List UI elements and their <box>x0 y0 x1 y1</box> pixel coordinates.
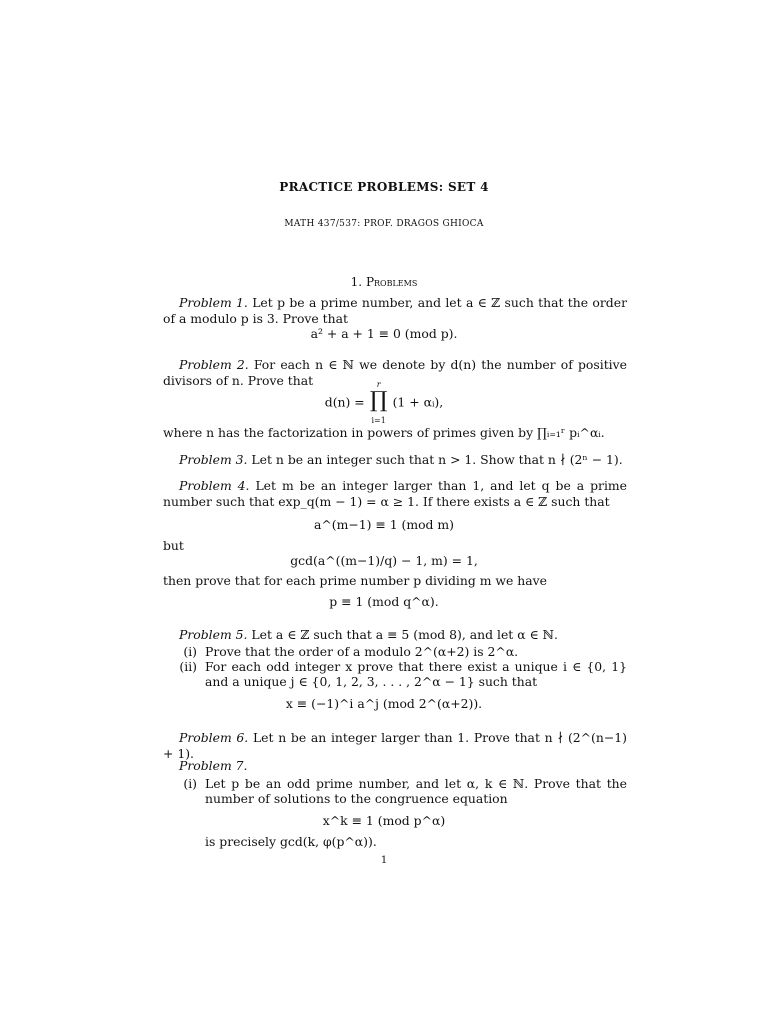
problem-2-prod-top: r <box>376 380 381 389</box>
problem-4-display-3: p ≡ 1 (mod q^α). <box>329 594 439 609</box>
problem-6-text: Let n be an integer larger than 1. Prove that n ∤ (2^(n−1) + 1). <box>163 730 627 761</box>
problem-4-but: but <box>163 538 184 553</box>
problem-5-item-1 <box>163 644 627 660</box>
problem-2-lhs: d(n) = <box>324 394 365 410</box>
problem-7-item-1-text: Let p be an odd prime number, and let α, k ∈ ℕ. Prove that the number of solutions to the congruence equation <box>205 776 627 806</box>
course-author: MATH 437/537: PROF. DRAGOS GHIOCA <box>284 219 484 229</box>
problem-4-text: Let m be an integer larger than 1, and let q be a prime number such that exp_q(m − 1) = α ≥ 1. If there exists a ∈ ℤ such that <box>163 478 627 509</box>
problem-5-item-2-num: (ii) <box>179 659 197 674</box>
problem-4-display-2: gcd(a^((m−1)/q) − 1, m) = 1, <box>290 553 478 568</box>
problem-3-label: Problem 3. <box>179 452 248 467</box>
problem-1-display: a² + a + 1 ≡ 0 (mod p). <box>310 326 458 341</box>
problem-4-display-1: a^(m−1) ≡ 1 (mod m) <box>313 517 455 532</box>
problem-1-label: Problem 1. <box>179 295 248 310</box>
problem-5-item-1-text: Prove that the order of a modulo 2^(α+2) is 2^α. <box>205 644 519 659</box>
problem-4-label: Problem 4. <box>179 478 250 493</box>
problem-7-item-1-num: (i) <box>183 776 197 791</box>
page-number: 1 <box>380 855 388 866</box>
problem-3 <box>163 452 627 468</box>
problem-2-prod-bottom: i=1 <box>371 416 386 425</box>
problem-2-rhs: (1 + αᵢ), <box>392 394 444 410</box>
problem-5-label: Problem 5. <box>179 627 248 642</box>
problem-5-text: Let a ∈ ℤ such that a ≡ 5 (mod 8), and let α ∈ ℕ. <box>251 627 558 642</box>
problem-3-text: Let n be an integer such that n > 1. Show that n ∤ (2ⁿ − 1). <box>251 452 623 467</box>
problem-2-label: Problem 2. <box>179 357 249 372</box>
section-title: Problems <box>365 275 418 289</box>
problem-4 <box>163 478 627 510</box>
problem-2-after: where n has the factorization in powers of primes given by ∏ᵢ₌₁ʳ pᵢ^αᵢ. <box>163 425 605 440</box>
section-heading <box>0 275 768 289</box>
page-title: PRACTICE PROBLEMS: SET 4 <box>279 180 489 194</box>
problem-1 <box>163 295 627 327</box>
problem-7-after: is precisely gcd(k, φ(p^α)). <box>205 834 377 849</box>
problem-2-text: For each n ∈ ℕ we denote by d(n) the number of positive divisors of n. Prove that <box>163 357 627 388</box>
problem-2-display <box>0 380 768 425</box>
problem-5-display: x ≡ (−1)^i a^j (mod 2^(α+2)). <box>285 696 483 711</box>
problem-5-item-2 <box>163 659 627 691</box>
section-number: 1. <box>350 275 363 289</box>
problem-5-item-2-text: For each odd integer x prove that there exist a unique i ∈ {0, 1} and a unique j ∈ {0, 1, 2, 3, . . . , 2^α − 1} such that <box>205 659 627 689</box>
problem-7-display: x^k ≡ 1 (mod p^α) <box>322 813 446 828</box>
problem-5 <box>163 627 627 643</box>
problem-5-item-1-num: (i) <box>183 644 197 659</box>
product-symbol-icon: ∏ <box>369 388 388 413</box>
problem-7-item-1 <box>163 776 627 808</box>
problem-1-text: Let p be a prime number, and let a ∈ ℤ such that the order of a modulo p is 3. Prove that <box>163 295 627 326</box>
problem-2 <box>163 357 627 389</box>
problem-7 <box>163 758 627 774</box>
problem-6-label: Problem 6. <box>179 730 249 745</box>
problem-7-label: Problem 7. <box>179 758 248 773</box>
problem-4-then: then prove that for each prime number p dividing m we have <box>163 573 547 588</box>
